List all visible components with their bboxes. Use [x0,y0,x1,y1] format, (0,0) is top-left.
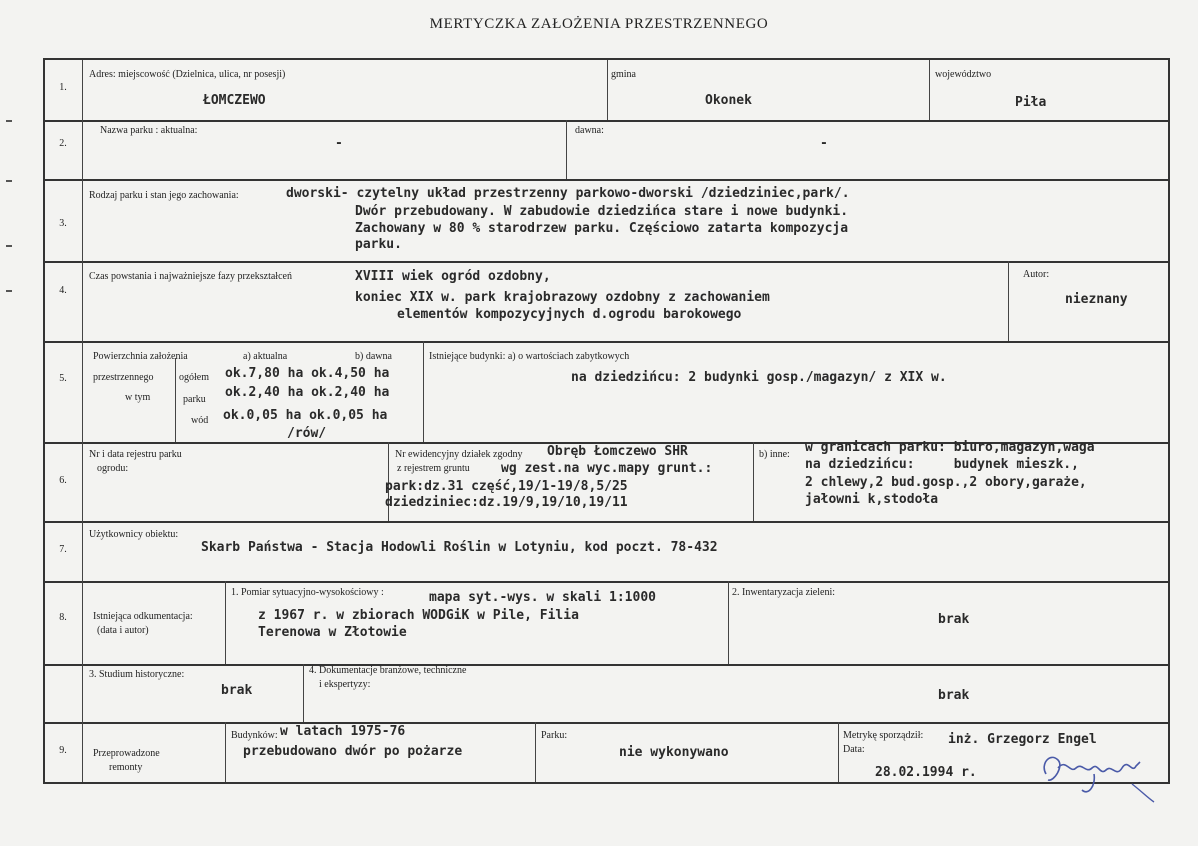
row-divider [45,179,1168,181]
other-buildings-line: w granicach parku: biuro,magazyn,waga [805,440,1095,455]
row-divider [45,521,1168,523]
document-title: MERTYCZKA ZAŁOŻENIA PRZESTRZENNEGO [429,16,769,32]
row-number: 2. [59,138,67,149]
buildings-label: Istniejące budynki: a) o wartościach zabytkowych [429,351,630,362]
area-former-header: b) dawna [355,351,392,362]
area-park-values: ok.2,40 ha ok.2,40 ha [225,385,390,400]
cell-divider [175,358,176,442]
park-type-line: dworski- czytelny układ przestrzenny parkowo-dworski /dziedziniec,park/. [286,186,850,201]
row-divider [45,581,1168,583]
renovations-label: remonty [109,762,143,773]
area-total-values: ok.7,80 ha ok.4,50 ha [225,366,390,381]
author-of-record-value: inż. Grzegorz Engel [948,732,1097,747]
cell-divider [728,581,729,664]
park-renovation-label: Parku: [541,730,568,741]
historical-study-label: 3. Studium historyczne: [89,669,185,680]
parcels-line: dziedziniec:dz.19/9,19/10,19/11 [385,495,628,510]
binding-mark [6,245,12,247]
cell-divider [929,60,930,120]
area-water-note: /rów/ [287,426,327,441]
area-park-label: parku [183,394,206,405]
survey-line: Terenowa w Złotowie [258,625,407,640]
binding-mark [6,290,12,292]
park-current-name-value: - [335,136,343,151]
cell-divider [303,664,304,722]
technical-docs-value: brak [938,688,970,703]
greenery-value: brak [938,612,970,627]
documentation-label: Istniejąca odkumentacja: [93,611,193,622]
other-buildings-label: b) inne: [759,449,790,460]
row-number: 5. [59,373,67,384]
row-number: 6. [59,475,67,486]
area-current-header: a) aktualna [243,351,288,362]
author-value: nieznany [1065,292,1128,307]
row-divider [45,664,1168,666]
technical-docs-label: 4. Dokumentacje branżowe, techniczne [309,665,467,676]
other-buildings-line: na dziedzińcu: budynek mieszk., [805,457,1079,472]
area-water-label: wód [191,415,209,426]
voivodeship-label: województwo [935,69,992,80]
park-former-name-value: - [820,136,828,151]
address-label: Adres: miejscowość (Dzielnica, ulica, nr posesji) [89,69,286,80]
cell-divider [535,722,536,782]
survey-line: z 1967 r. w zbiorach WODGiK w Pile, Filia [258,608,579,623]
record-date-label: Data: [843,744,865,755]
buildings-renovation-label: Budynków: [231,730,278,741]
other-buildings-line: jałowni k,stodoła [805,492,939,507]
park-renovation-value: nie wykonywano [619,745,729,760]
area-label: Powierzchnia założenia [93,351,188,362]
documentation-label: (data i autor) [97,625,149,636]
gmina-value: Okonek [705,93,752,108]
binding-mark [6,180,12,182]
history-phases-line: koniec XIX w. park krajobrazowy ozdobny z zachowaniem [355,290,770,305]
row-divider [45,261,1168,263]
row-number: 4. [59,285,67,296]
cell-divider [423,341,424,442]
history-phases-label: Czas powstania i najważniejsze fazy przekształceń [89,271,292,282]
register-label: ogrodu: [97,463,129,474]
park-type-line: Dwór przebudowany. W zabudowie dziedzińca stare i nowe budynki. [355,204,849,219]
address-value: ŁOMCZEWO [203,93,266,108]
form-grid [43,58,1170,784]
cell-divider [1008,261,1009,341]
row-number: 1. [59,82,67,93]
cell-divider [607,60,608,120]
gmina-label: gmina [611,69,636,80]
survey-label: 1. Pomiar sytuacyjno-wysokościowy : [231,587,384,598]
park-type-line: parku. [355,237,402,252]
parcels-label: z rejestrem gruntu [397,463,470,474]
parcels-line: Obręb Łomczewo SHR [547,444,688,459]
voivodeship-value: Piła [1015,95,1047,110]
cell-divider [753,442,754,521]
row-divider [45,120,1168,122]
users-label: Użytkownicy obiektu: [89,529,179,540]
parcels-label: Nr ewidencyjny działek zgodny [395,449,523,460]
row-number: 8. [59,612,67,623]
row-number: 3. [59,218,67,229]
cell-divider [566,120,567,179]
users-value: Skarb Państwa - Stacja Hodowli Roślin w Lotyniu, kod poczt. 78-432 [201,540,718,555]
buildings-value: na dziedzińcu: 2 budynki gosp./magazyn/ z XIX w. [571,370,947,385]
number-column-line [82,60,83,782]
cell-divider [838,722,839,782]
other-buildings-line: 2 chlewy,2 bud.gosp.,2 obory,garaże, [805,475,1087,490]
row-number: 7. [59,544,67,555]
cell-divider [225,722,226,782]
history-phases-line: elementów kompozycyjnych d.ogrodu barokowego [397,307,742,322]
author-of-record-label: Metrykę sporządził: [843,730,924,741]
survey-line: mapa syt.-wys. w skali 1:1000 [429,590,656,605]
author-label: Autor: [1023,269,1050,280]
signature-icon [1036,744,1161,804]
buildings-renovation-line: przebudowano dwór po pożarze [243,744,463,759]
area-water-values: ok.0,05 ha ok.0,05 ha [223,408,388,423]
cell-divider [225,581,226,664]
technical-docs-label: i ekspertyzy: [319,679,371,690]
renovations-label: Przeprowadzone [93,748,160,759]
history-phases-line: XVIII wiek ogród ozdobny, [355,269,551,284]
area-total-label: ogółem [179,372,209,383]
historical-study-value: brak [221,683,253,698]
park-type-label: Rodzaj parku i stan jego zachowania: [89,190,239,201]
parcels-line: wg zest.na wyc.mapy grunt.: [501,461,713,476]
park-former-name-label: dawna: [575,125,604,136]
area-label: w tym [125,392,151,403]
parcels-line: park:dz.31 część,19/1-19/8,5/25 [385,479,628,494]
record-date-value: 28.02.1994 r. [875,765,977,780]
row-divider [45,341,1168,343]
row-number: 9. [59,745,67,756]
buildings-renovation-line: w latach 1975-76 [280,724,406,739]
park-type-line: Zachowany w 80 % starodrzew parku. Częściowo zatarta kompozycja [355,221,849,236]
register-label: Nr i data rejestru parku [89,449,182,460]
area-label: przestrzennego [93,372,154,383]
greenery-label: 2. Inwentaryzacja zieleni: [732,587,835,598]
row-divider [45,722,1168,724]
binding-mark [6,120,12,122]
park-current-name-label: Nazwa parku : aktualna: [100,125,198,136]
